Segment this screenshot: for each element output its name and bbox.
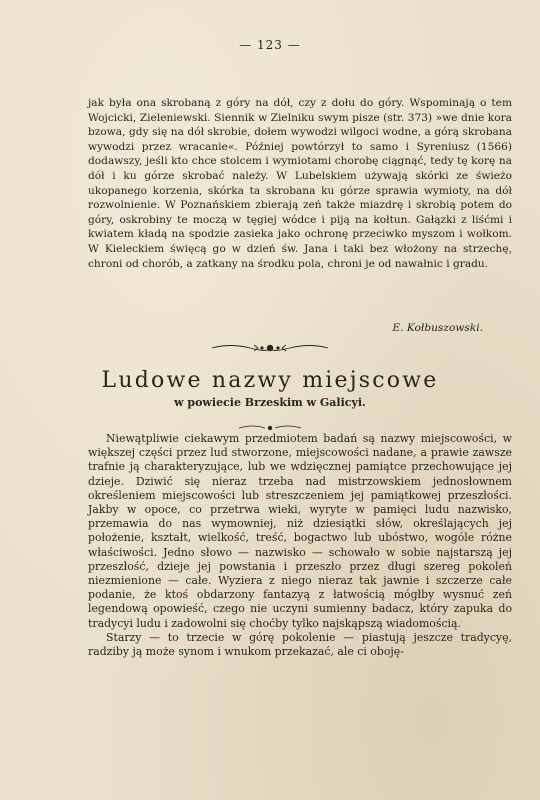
article-1-paragraph: jak była ona skrobaną z góry na dół, czy z dołu do góry. Wspominają o tem Wojcicki, Zieleniewski. Siennik w Zielniku swym pisze (str. 373) »we dnie kora bzowa, gdy się na dół skrobie, dołem wywodzi wilgoci wodne, a górą skrobana wywodzi przez wracanie«. Później powtórzył to samo i Syreniusz (1566) dodawszy, jeśli kto chce stolcem i wymiotami chorobę ciągnąć, tedy tę korę na dół i ku górze skrobać należy. W Lubelskiem używają skórki ze świeżo ukopanego korzenia, skórka ta skrobana ku górze sprawia wymioty, na dół rozwolnienie. W Poznańskiem zbierają zeń także miazdrę i skrobią potem do góry, oskrobiny te moczą w tęgiej wódce i piją na kołtun. Gałązki z liśćmi i kwiatem kładą na spodzie zasieka jako ochronę przeciwko myszom i wołkom. W Kieleckiem święcą go w dzień św. Jana i taki bez włożony na strzechę, chroni od chorób, a zatkany na środku pola, chroni je od nawałnic i gradu. — [88, 97, 512, 270]
article-2-paragraph-2: Starzy — to trzecie w górę pokolenie — piastują jeszcze tradycyę, radziby ją może synom i wnukom przekazać, ale ci oboję- — [88, 630, 512, 659]
article-2-text — [88, 432, 512, 659]
article-1-text — [88, 96, 512, 271]
author-signature: E. Kołbuszowski. — [392, 322, 483, 334]
article-title: Ludowe nazwy miejscowe — [101, 368, 439, 393]
ornament-flourish-icon — [210, 341, 330, 355]
section-divider-ornament — [0, 340, 540, 359]
page-number: — 123 — — [239, 38, 301, 52]
article-subtitle: w powiecie Brzeskim w Galicyi. — [174, 396, 366, 409]
article-2-paragraph-1: Niewątpliwie ciekawym przedmiotem badań są nazwy miejscowości, w większej części przez lud stworzone, miejscowości nadane, a prawie zawsze trafnie ją charakteryzujące, lub we wdzięcznej pamiątce przechowujące jej dzieje. Dziwić się nieraz trzeba nad mistrzowskiem jednosłownem określeniem miejscowości lub streszczeniem jej pamiątkowej przeszłości. Jakby w opoce, co przetrwa wieki, wyryte w pamięci ludu nazwisko, przemawia do nas wymowniej, niż dziesiątki słów, określających jej położenie, kształt, wielkość, treść, bogactwo lub ubóstwo, wogóle różne właściwości. Jedno słowo — nazwisko — schowało w sobie najstarszą jej przeszłość, dzieje jej powstania i przeszło przez długi szereg pokoleń niezmienione — całe. Wyziera z niego nieraz tak jawnie i szczerze całe podanie, że ktoś obdarzony fantazyą z łatwością mógłby wysnuć zeń legendową opowieść, czego nie uczyni sumienny badacz, który zapuka do tradycyi ludu i zadowolni się choćby tylko najskąpszą wiadomością. — [88, 432, 512, 630]
